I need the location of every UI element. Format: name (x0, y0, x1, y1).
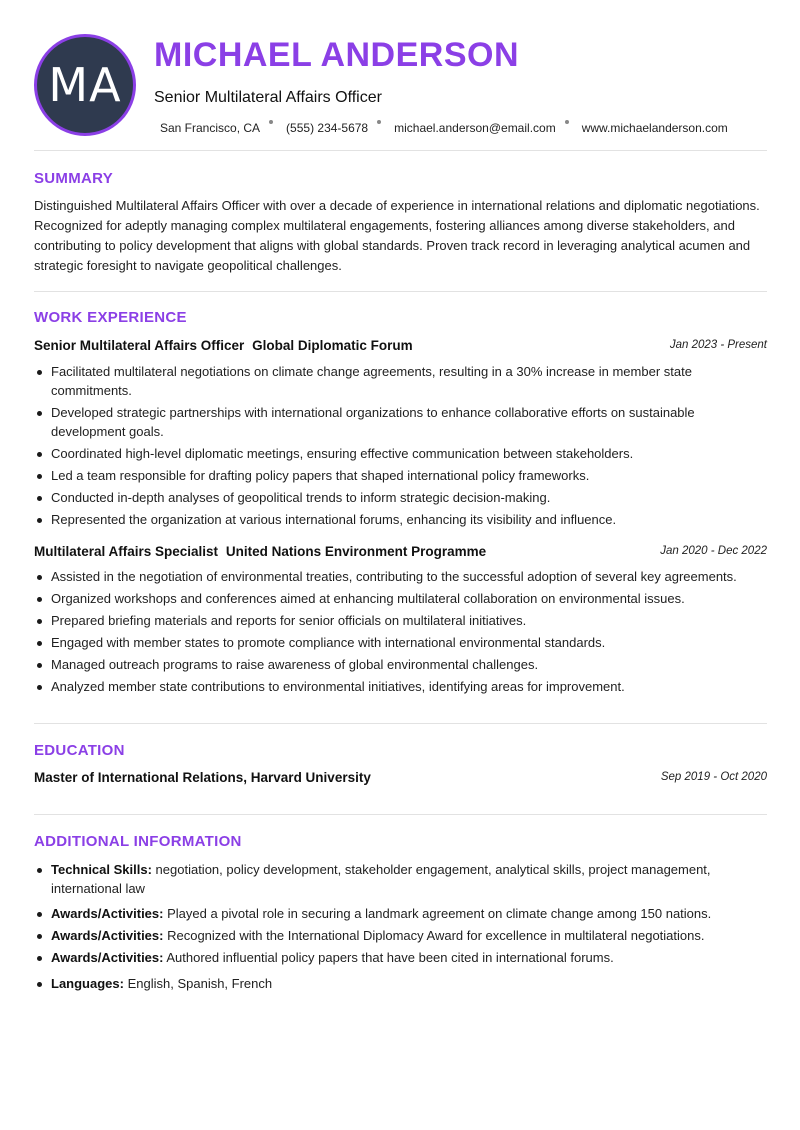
contact-email[interactable]: michael.anderson@email.com (394, 121, 556, 135)
summary-text: Distinguished Multilateral Affairs Officer with over a decade of experience in international relations and diplomatic negotiations. Recognized for adeptly managing complex multilateral engagements, fostering alliances among diverse stakeholders, and contributing to policy development that aligns with global standards. Proven track record in leveraging analytical acumen and strategic foresight to navigate geopolitical challenges. (34, 198, 760, 273)
item-label: Awards/Activities: (51, 950, 164, 965)
candidate-name: MICHAEL ANDERSON (154, 36, 520, 74)
bullet-item: Represented the organization at various international forums, enhancing its visibility and influence. (34, 510, 767, 529)
additional-item (34, 948, 767, 967)
separator-dot-icon (377, 120, 381, 124)
contact-phone: (555) 234-5678 (286, 121, 369, 135)
divider (34, 150, 767, 151)
bullet-item: Prepared briefing materials and reports for senior officials on multilateral initiatives. (34, 611, 767, 630)
additional-heading: ADDITIONAL INFORMATION (34, 833, 242, 850)
candidate-title: Senior Multilateral Affairs Officer (154, 89, 382, 106)
education-entry (34, 770, 767, 788)
bullet-item: Assisted in the negotiation of environmental treaties, contributing to the successful adoption of several key agreements. (34, 567, 767, 586)
bullet-item: Coordinated high-level diplomatic meetings, ensuring effective communication between stakeholders. (34, 444, 767, 463)
divider (34, 291, 767, 292)
avatar-initials: MA (48, 58, 122, 112)
education-heading: EDUCATION (34, 742, 125, 759)
item-text: English, Spanish, French (127, 976, 273, 991)
additional-list (34, 860, 767, 993)
job-title: Senior Multilateral Affairs Officer (34, 338, 245, 353)
divider (34, 723, 767, 724)
additional-item (34, 926, 767, 945)
summary-heading: SUMMARY (34, 170, 114, 187)
avatar (34, 34, 136, 136)
item-label: Technical Skills: (51, 862, 152, 877)
job-header (34, 544, 767, 562)
education-degree: Master of International Relations, Harvard University (34, 770, 371, 785)
item-text: negotiation, policy development, stakeholder engagement, analytical skills, project management, international law (51, 862, 711, 896)
bullet-item: Facilitated multilateral negotiations on climate change agreements, resulting in a 30% increase in member state commitments. (34, 362, 767, 400)
job-title: Multilateral Affairs Specialist (34, 544, 219, 559)
bullet-item: Led a team responsible for drafting policy papers that shaped international policy frameworks. (34, 466, 767, 485)
contact-location: San Francisco, CA (160, 121, 261, 135)
bullet-item: Analyzed member state contributions to environmental initiatives, identifying areas for improvement. (34, 677, 767, 696)
additional-item (34, 904, 767, 923)
job-dates: Jan 2020 - Dec 2022 (660, 545, 767, 557)
education-dates: Sep 2019 - Oct 2020 (660, 771, 767, 783)
item-text: Authored influential policy papers that have been cited in international forums. (166, 950, 614, 965)
bullet-item: Developed strategic partnerships with international organizations to enhance collaborative efforts on sustainable development goals. (34, 403, 767, 441)
item-label: Languages: (51, 976, 124, 991)
job-organization: Global Diplomatic Forum (252, 338, 413, 353)
resume-header (34, 34, 767, 138)
bullet-item: Managed outreach programs to raise awareness of global environmental challenges. (34, 655, 767, 674)
separator-dot-icon (269, 120, 273, 124)
job-organization: United Nations Environment Programme (225, 544, 487, 559)
job-bullets (34, 362, 767, 529)
job-bullets (34, 567, 767, 696)
job-dates: Jan 2023 - Present (669, 339, 767, 351)
bullet-item: Conducted in-depth analyses of geopolitical trends to inform strategic decision-making. (34, 488, 767, 507)
contact-info (160, 121, 728, 135)
separator-dot-icon (565, 120, 569, 124)
item-text: Recognized with the International Diplomacy Award for excellence in multilateral negotiations. (167, 928, 705, 943)
item-text: Played a pivotal role in securing a landmark agreement on climate change among 150 nations. (167, 906, 712, 921)
item-label: Awards/Activities: (51, 928, 164, 943)
contact-website[interactable]: www.michaelanderson.com (581, 121, 728, 135)
job-header (34, 338, 767, 356)
bullet-item: Engaged with member states to promote compliance with international environmental standards. (34, 633, 767, 652)
bullet-item: Organized workshops and conferences aimed at enhancing multilateral collaboration on environmental issues. (34, 589, 767, 608)
item-label: Awards/Activities: (51, 906, 164, 921)
divider (34, 814, 767, 815)
additional-item (34, 860, 767, 898)
experience-heading: WORK EXPERIENCE (34, 309, 187, 326)
additional-item (34, 974, 767, 993)
